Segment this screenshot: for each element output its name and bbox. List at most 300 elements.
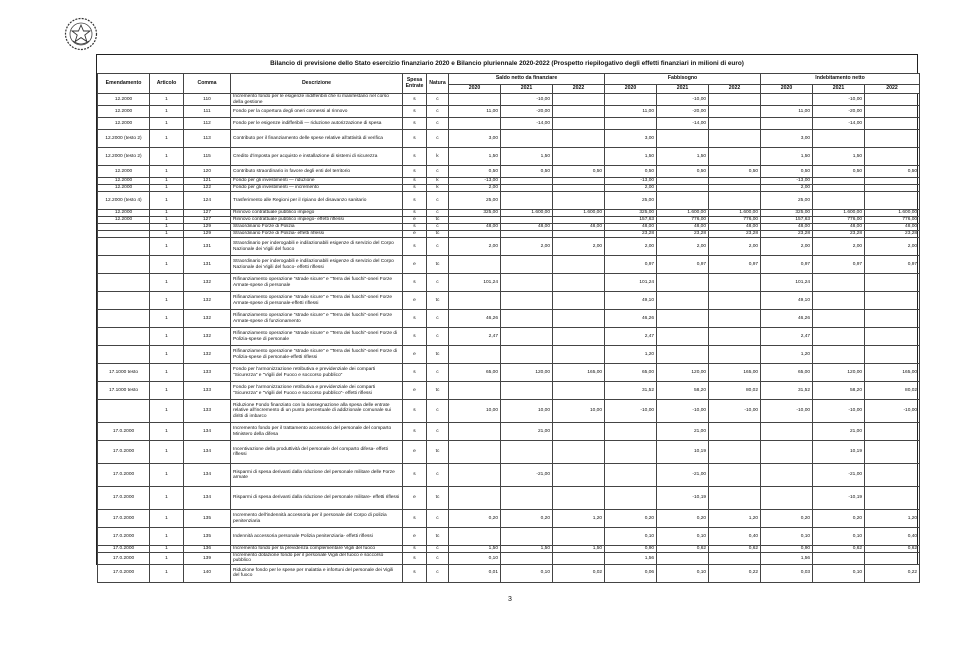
value-cell — [501, 274, 553, 292]
articolo-cell: 1 — [150, 346, 184, 364]
comma-cell: 133 — [184, 364, 231, 382]
spesa-entrate-cell: s — [403, 106, 427, 118]
comma-cell: 133 — [184, 400, 231, 423]
articolo-cell: 1 — [150, 217, 184, 224]
value-cell: 49,10 — [761, 292, 813, 310]
value-cell: 776,00 — [657, 217, 709, 224]
comma-cell: 132 — [184, 274, 231, 292]
articolo-cell: 1 — [150, 528, 184, 546]
value-cell: 48,00 — [501, 224, 553, 231]
descrizione-cell: Fondo per gli investimenti — incremento — [231, 185, 403, 192]
spesa-entrate-cell: s — [403, 564, 427, 582]
emendamento-cell — [98, 224, 150, 231]
year-header: 2021 — [657, 85, 709, 94]
emendamento-cell — [98, 400, 150, 423]
table-row — [98, 364, 920, 382]
natura-cell: c — [427, 423, 449, 441]
spesa-entrate-cell: s — [403, 192, 427, 210]
value-cell — [813, 553, 865, 565]
spesa-entrate-cell: e — [403, 217, 427, 224]
value-cell — [865, 464, 920, 487]
comma-cell: 134 — [184, 423, 231, 441]
comma-cell: 121 — [184, 178, 231, 185]
value-cell: 0,62 — [709, 546, 761, 553]
value-cell — [865, 423, 920, 441]
value-cell — [709, 441, 761, 464]
value-cell — [605, 423, 657, 441]
value-cell: -10,19 — [657, 487, 709, 510]
descrizione-cell: Rinnovo contrattuale pubblico impiego- effetti riflessi — [231, 217, 403, 224]
value-cell: 0,62 — [657, 546, 709, 553]
descrizione-cell: Incentivazione della produttività del personale del comparto difesa- effetti riflessi — [231, 441, 403, 464]
value-cell: 2,47 — [605, 328, 657, 346]
descrizione-cell: Incremento fondo per la previdenza complementare Vigili del fuoco — [231, 546, 403, 553]
spesa-entrate-cell: s — [403, 185, 427, 192]
value-cell — [865, 441, 920, 464]
spesa-entrate-cell: s — [403, 94, 427, 106]
value-cell — [553, 130, 605, 148]
comma-cell: 127 — [184, 217, 231, 224]
value-cell — [761, 423, 813, 441]
spesa-entrate-cell: s — [403, 510, 427, 528]
value-cell — [449, 423, 501, 441]
value-cell: 325,00 — [449, 210, 501, 217]
natura-cell: c — [427, 328, 449, 346]
value-cell — [709, 292, 761, 310]
value-cell — [865, 178, 920, 185]
value-cell: 101,24 — [605, 274, 657, 292]
value-cell — [501, 382, 553, 400]
value-cell: 0,50 — [865, 166, 920, 178]
value-cell — [449, 441, 501, 464]
table-row — [98, 256, 920, 274]
table-body — [98, 94, 920, 583]
value-cell: 2,47 — [449, 328, 501, 346]
value-cell — [865, 94, 920, 106]
value-cell: 2,00 — [709, 238, 761, 256]
spesa-entrate-cell: s — [403, 464, 427, 487]
value-cell — [449, 256, 501, 274]
value-cell: 0,40 — [709, 528, 761, 546]
natura-cell: c — [427, 224, 449, 231]
table-row — [98, 106, 920, 118]
value-cell — [813, 328, 865, 346]
table-row — [98, 464, 920, 487]
value-cell: -20,00 — [813, 106, 865, 118]
articolo-cell: 1 — [150, 292, 184, 310]
articolo-cell: 1 — [150, 364, 184, 382]
emendamento-cell: 12.2000 — [98, 217, 150, 224]
value-cell — [605, 118, 657, 130]
spesa-entrate-cell: s — [403, 546, 427, 553]
articolo-cell: 1 — [150, 106, 184, 118]
value-cell: 10,00 — [501, 400, 553, 423]
spesa-entrate-cell: e — [403, 528, 427, 546]
value-cell: 120,00 — [501, 364, 553, 382]
value-cell: 0,97 — [657, 256, 709, 274]
year-header: 2020 — [761, 85, 813, 94]
year-header: 2021 — [501, 85, 553, 94]
table-row — [98, 400, 920, 423]
emendamento-cell: 17.0.2000 — [98, 423, 150, 441]
value-cell: -10,00 — [761, 400, 813, 423]
value-cell — [501, 192, 553, 210]
value-cell — [501, 178, 553, 185]
value-cell — [449, 231, 501, 238]
table-row — [98, 346, 920, 364]
value-cell: 23,28 — [865, 231, 920, 238]
value-cell: 1,50 — [449, 546, 501, 553]
value-cell — [553, 310, 605, 328]
value-cell: 1.600,00 — [865, 210, 920, 217]
comma-cell: 135 — [184, 528, 231, 546]
table-row — [98, 178, 920, 185]
budget-effects-table — [97, 73, 920, 583]
value-cell — [709, 178, 761, 185]
table-row — [98, 192, 920, 210]
value-cell: -14,00 — [657, 118, 709, 130]
value-cell: 23,28 — [605, 231, 657, 238]
value-cell: 776,00 — [813, 217, 865, 224]
natura-cell: k — [427, 185, 449, 192]
value-cell: 31,52 — [761, 382, 813, 400]
value-cell: -13,00 — [605, 178, 657, 185]
value-cell: 1,50 — [501, 148, 553, 166]
value-cell: 0,10 — [605, 528, 657, 546]
value-cell — [813, 292, 865, 310]
table-row — [98, 310, 920, 328]
value-cell — [553, 256, 605, 274]
comma-cell: 111 — [184, 106, 231, 118]
articolo-cell: 1 — [150, 130, 184, 148]
natura-cell: tc — [427, 256, 449, 274]
descrizione-cell: Incremento fondo per il trattamento accessorio del personale del comparto Ministero della difesa — [231, 423, 403, 441]
table-row — [98, 231, 920, 238]
spesa-entrate-cell: s — [403, 238, 427, 256]
value-cell — [553, 274, 605, 292]
comma-cell: 135 — [184, 510, 231, 528]
descrizione-cell: Straordinario Forze di Polizia- effetti riflessi — [231, 231, 403, 238]
value-cell: 325,00 — [605, 210, 657, 217]
descrizione-cell: Incremento dotazione fondo per il personale Vigili del fuoco e soccorso pubblico — [231, 553, 403, 565]
value-cell: 65,00 — [449, 364, 501, 382]
value-cell: 0,02 — [553, 564, 605, 582]
table-row — [98, 546, 920, 553]
value-cell — [553, 441, 605, 464]
comma-cell: 134 — [184, 487, 231, 510]
value-cell: 80,02 — [709, 382, 761, 400]
value-cell: 120,00 — [813, 364, 865, 382]
value-cell: 0,10 — [813, 528, 865, 546]
articolo-cell: 1 — [150, 192, 184, 210]
emendamento-cell: 17.0.2000 — [98, 564, 150, 582]
descrizione-cell: Rifinanziamento operazione "strade sicure" e "Terra dei fuochi"-oneri Forze Armate-spese di funzionamento — [231, 310, 403, 328]
value-cell: 2,00 — [657, 238, 709, 256]
value-cell: -10,00 — [813, 94, 865, 106]
col-header-spesa-entrate: Spesa Entrate — [403, 74, 427, 94]
descrizione-cell: Rifinanziamento operazione "strade sicure" e "Terra dei fuochi"-oneri Forze di Polizia-spese di personale — [231, 328, 403, 346]
value-cell — [501, 328, 553, 346]
descrizione-cell: Credito d'imposta per acquisto e installazione di sistemi di sicurezza — [231, 148, 403, 166]
descrizione-cell: Incremento dell'indennità accessoria per il personale del Corpo di polizia penitenziaria — [231, 510, 403, 528]
table-row — [98, 510, 920, 528]
descrizione-cell: Rifinanziamento operazione "strade sicure" e "Terra dei fuochi"-oneri Forze di Polizia-spese di personale-effetti riflessi — [231, 346, 403, 364]
value-cell — [709, 118, 761, 130]
value-cell: 1.600,00 — [501, 210, 553, 217]
value-cell: 48,00 — [709, 224, 761, 231]
comma-cell: 133 — [184, 382, 231, 400]
value-cell: 0,62 — [813, 546, 865, 553]
comma-cell: 127 — [184, 210, 231, 217]
value-cell: 1,56 — [761, 553, 813, 565]
emendamento-cell — [98, 231, 150, 238]
value-cell — [501, 256, 553, 274]
natura-cell: c — [427, 510, 449, 528]
value-cell: -21,00 — [501, 464, 553, 487]
emendamento-cell: 12.2000 (testo 2) — [98, 148, 150, 166]
value-cell — [813, 130, 865, 148]
emendamento-cell — [98, 238, 150, 256]
value-cell: 165,00 — [553, 364, 605, 382]
natura-cell: tc — [427, 231, 449, 238]
emendamento-cell: 17.0.2000 — [98, 487, 150, 510]
emendamento-cell: 17.0.2000 — [98, 441, 150, 464]
value-cell: 0,50 — [761, 166, 813, 178]
spesa-entrate-cell: s — [403, 130, 427, 148]
year-header: 2020 — [605, 85, 657, 94]
natura-cell: tc — [427, 217, 449, 224]
emendamento-cell: 17.1000 testo — [98, 364, 150, 382]
natura-cell: c — [427, 553, 449, 565]
value-cell — [553, 346, 605, 364]
value-cell — [709, 130, 761, 148]
emendamento-cell: 12.2000 — [98, 178, 150, 185]
value-cell — [501, 231, 553, 238]
value-cell: 25,00 — [605, 192, 657, 210]
descrizione-cell: Fondo per le esigenze indifferibili — riduzione autorizzazione di spesa — [231, 118, 403, 130]
spesa-entrate-cell: e — [403, 292, 427, 310]
value-cell: 11,00 — [761, 106, 813, 118]
comma-cell: 132 — [184, 346, 231, 364]
natura-cell: c — [427, 238, 449, 256]
emendamento-cell: 12.2000 (testo 4) — [98, 192, 150, 210]
value-cell: 0,90 — [605, 546, 657, 553]
value-cell: 0,50 — [449, 166, 501, 178]
value-cell: -10,00 — [813, 400, 865, 423]
articolo-cell: 1 — [150, 382, 184, 400]
value-cell — [709, 487, 761, 510]
value-cell: 0,03 — [761, 564, 813, 582]
value-cell — [449, 292, 501, 310]
value-cell: 1,20 — [761, 346, 813, 364]
table-row — [98, 292, 920, 310]
value-cell: 31,52 — [605, 382, 657, 400]
spesa-entrate-cell: s — [403, 148, 427, 166]
value-cell: 48,00 — [865, 224, 920, 231]
value-cell: 48,00 — [761, 224, 813, 231]
value-cell — [865, 346, 920, 364]
value-cell — [709, 192, 761, 210]
value-cell — [449, 487, 501, 510]
value-cell — [761, 464, 813, 487]
value-cell: 0,10 — [761, 528, 813, 546]
emendamento-cell — [98, 310, 150, 328]
emendamento-cell: 17.0.2000 — [98, 464, 150, 487]
value-cell: 776,00 — [865, 217, 920, 224]
natura-cell: tc — [427, 487, 449, 510]
emendamento-cell: 12.2000 — [98, 106, 150, 118]
comma-cell: 140 — [184, 564, 231, 582]
value-cell — [813, 274, 865, 292]
value-cell — [501, 185, 553, 192]
value-cell: 2,00 — [553, 238, 605, 256]
articolo-cell: 1 — [150, 185, 184, 192]
natura-cell: c — [427, 166, 449, 178]
table-row — [98, 328, 920, 346]
value-cell — [553, 148, 605, 166]
value-cell: 49,10 — [605, 292, 657, 310]
value-cell — [709, 553, 761, 565]
value-cell — [865, 130, 920, 148]
value-cell — [657, 553, 709, 565]
comma-cell: 112 — [184, 118, 231, 130]
value-cell — [501, 441, 553, 464]
col-header-comma: Comma — [184, 74, 231, 94]
value-cell: -10,19 — [813, 487, 865, 510]
table-row — [98, 528, 920, 546]
value-cell — [709, 464, 761, 487]
value-cell: 101,24 — [449, 274, 501, 292]
natura-cell: c — [427, 274, 449, 292]
spesa-entrate-cell: e — [403, 346, 427, 364]
spesa-entrate-cell: s — [403, 364, 427, 382]
value-cell: 1.600,00 — [553, 210, 605, 217]
value-cell: 0,20 — [449, 510, 501, 528]
value-cell: -10,00 — [501, 94, 553, 106]
value-cell: 0,22 — [709, 564, 761, 582]
articolo-cell: 1 — [150, 224, 184, 231]
value-cell — [501, 528, 553, 546]
comma-cell: 132 — [184, 310, 231, 328]
value-cell — [553, 178, 605, 185]
emendamento-cell: 12.2000 — [98, 210, 150, 217]
value-cell: 48,00 — [657, 224, 709, 231]
value-cell — [501, 292, 553, 310]
spesa-entrate-cell: s — [403, 118, 427, 130]
value-cell — [449, 464, 501, 487]
value-cell: 0,97 — [865, 256, 920, 274]
natura-cell: c — [427, 310, 449, 328]
value-cell — [761, 487, 813, 510]
value-cell — [553, 528, 605, 546]
descrizione-cell: Rifinanziamento operazione "strade sicure" e "Terra dei fuochi"-oneri Forze Armate-spese di personale-effetti riflessi — [231, 292, 403, 310]
table-row — [98, 217, 920, 224]
table-row — [98, 553, 920, 565]
value-cell: 120,00 — [657, 364, 709, 382]
emendamento-cell — [98, 328, 150, 346]
emendamento-cell: 17.0.2000 — [98, 553, 150, 565]
value-cell — [501, 553, 553, 565]
value-cell: 2,00 — [761, 185, 813, 192]
value-cell: 58,20 — [657, 382, 709, 400]
value-cell — [865, 274, 920, 292]
value-cell: 21,00 — [657, 423, 709, 441]
document-title: Bilancio di previsione dello Stato esercizio finanziario 2020 e Bilancio pluriennale 2020-2022 (Prospetto riepilogativo degli effetti finanziari in milioni di euro) — [97, 55, 917, 74]
value-cell: 48,00 — [605, 224, 657, 231]
descrizione-cell: Straordinario Forze di Polizia — [231, 224, 403, 231]
value-cell: -20,00 — [501, 106, 553, 118]
value-cell: 23,28 — [657, 231, 709, 238]
value-cell — [709, 185, 761, 192]
value-cell: 1,50 — [657, 148, 709, 166]
emendamento-cell: 17.1000 testo — [98, 382, 150, 400]
articolo-cell: 1 — [150, 487, 184, 510]
articolo-cell: 1 — [150, 178, 184, 185]
col-header-descrizione: Descrizione — [231, 74, 403, 94]
table-row — [98, 148, 920, 166]
descrizione-cell: Rifinanziamento operazione "strade sicure" e "Terra dei fuochi"-oneri Forze Armate-spese di personale — [231, 274, 403, 292]
natura-cell: c — [427, 210, 449, 217]
spesa-entrate-cell: s — [403, 210, 427, 217]
comma-cell: 113 — [184, 130, 231, 148]
descrizione-cell: Fondo per gli investimenti — riduzione — [231, 178, 403, 185]
articolo-cell: 1 — [150, 166, 184, 178]
value-cell: 2,00 — [501, 238, 553, 256]
articolo-cell: 1 — [150, 256, 184, 274]
value-cell: 1.600,00 — [813, 210, 865, 217]
value-cell: 21,00 — [813, 423, 865, 441]
articolo-cell: 1 — [150, 238, 184, 256]
table-row — [98, 423, 920, 441]
articolo-cell: 1 — [150, 148, 184, 166]
value-cell: -14,00 — [813, 118, 865, 130]
value-cell: 23,28 — [709, 231, 761, 238]
descrizione-cell: Rinnovo contrattuale pubblico impiego — [231, 210, 403, 217]
value-cell: 2,00 — [605, 185, 657, 192]
value-cell — [553, 118, 605, 130]
value-cell — [709, 346, 761, 364]
natura-cell: c — [427, 364, 449, 382]
republic-seal-icon — [64, 17, 98, 51]
articolo-cell: 1 — [150, 553, 184, 565]
spesa-entrate-cell: e — [403, 487, 427, 510]
value-cell: 0,10 — [449, 553, 501, 565]
articolo-cell: 1 — [150, 274, 184, 292]
value-cell: 1,50 — [449, 148, 501, 166]
value-cell — [553, 185, 605, 192]
value-cell — [865, 148, 920, 166]
comma-cell: 132 — [184, 328, 231, 346]
value-cell: 1,20 — [605, 346, 657, 364]
comma-cell: 136 — [184, 546, 231, 553]
articolo-cell: 1 — [150, 464, 184, 487]
value-cell — [501, 346, 553, 364]
articolo-cell: 1 — [150, 400, 184, 423]
value-cell — [553, 487, 605, 510]
value-cell: 1.600,00 — [657, 210, 709, 217]
articolo-cell: 1 — [150, 441, 184, 464]
table-row — [98, 487, 920, 510]
comma-cell: 129 — [184, 224, 231, 231]
value-cell: 1.600,00 — [709, 210, 761, 217]
natura-cell: c — [427, 464, 449, 487]
value-cell — [709, 310, 761, 328]
emendamento-cell — [98, 256, 150, 274]
value-cell — [657, 130, 709, 148]
value-cell: 2,00 — [813, 238, 865, 256]
spesa-entrate-cell: s — [403, 166, 427, 178]
descrizione-cell: Fondo per l'armonizzazione retributiva e previdenziale dei comparti "Sicurezza" e "Vigili del Fuoco e soccorso pubblico"- effetti riflessi — [231, 382, 403, 400]
